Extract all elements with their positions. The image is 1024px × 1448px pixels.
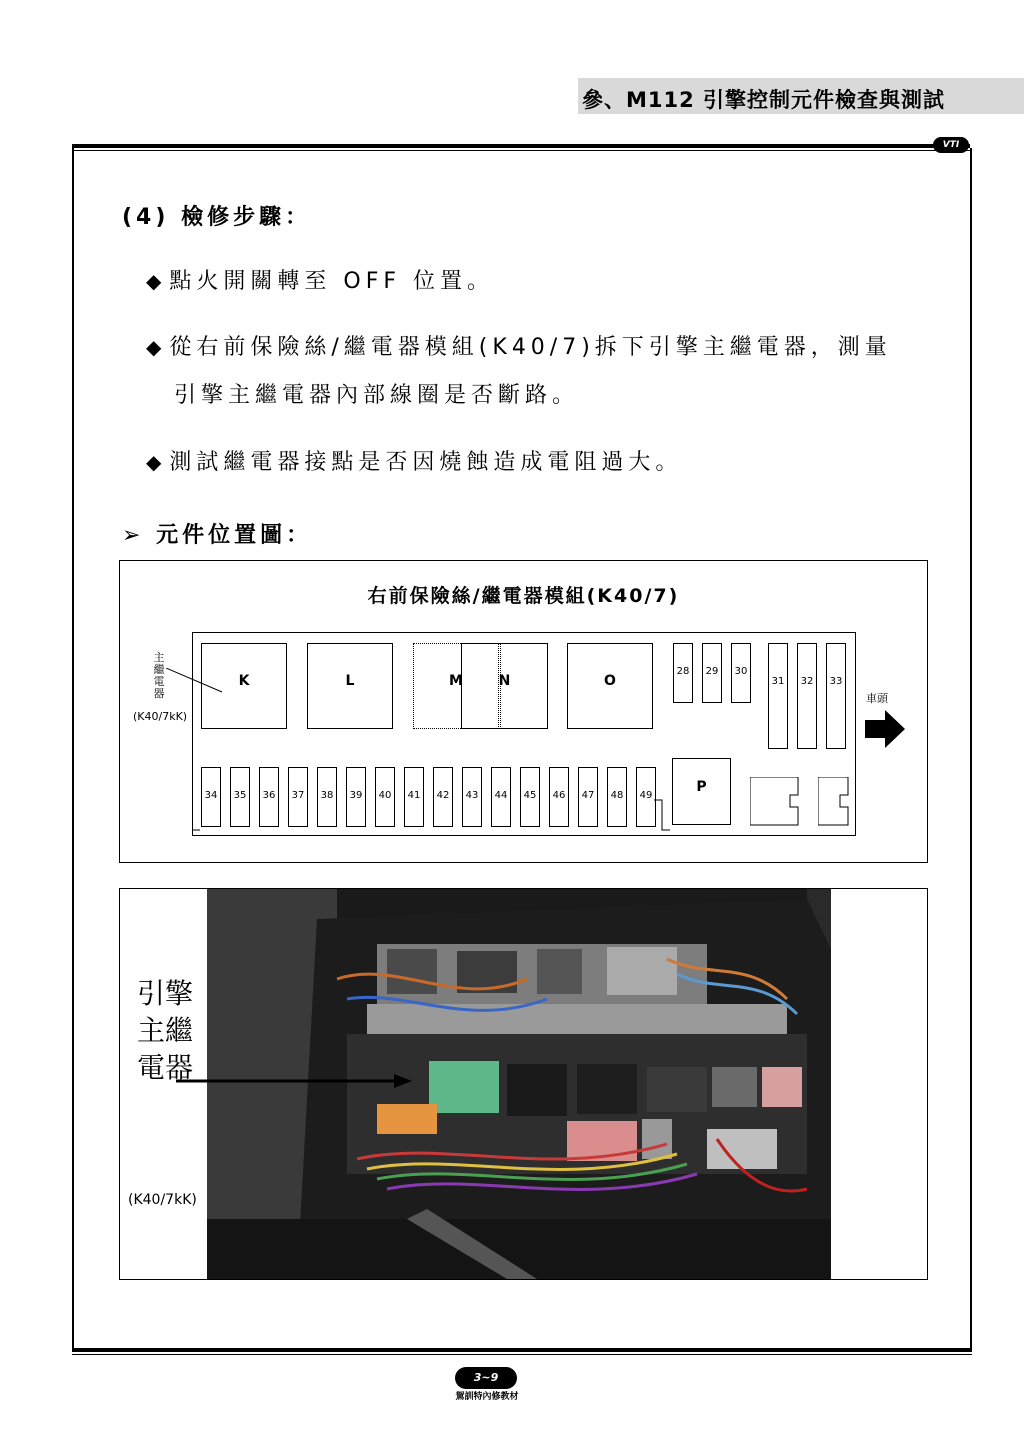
fuse-29: 29 [702,643,722,703]
bullet-item [146,330,892,361]
fuse-row-outline [192,760,672,836]
bullet-item [146,264,494,295]
arrow-right-icon [865,710,907,748]
page-header-title: 參、M112 引擎控制元件檢查與測試 [582,88,946,112]
fuse-37: 37 [288,767,308,827]
connector-socket [818,777,850,827]
fuse-43: 43 [462,767,482,827]
relay-k: K [201,643,287,729]
fuse-49: 49 [636,767,656,827]
top-rule-thin [72,150,970,151]
callout-arrow [176,1072,416,1090]
bullet-text-continuation: 引擎主繼電器內部線圈是否斷路。 [174,383,580,408]
fuse-41: 41 [404,767,424,827]
section-title: (4) 檢修步驟： [122,205,312,230]
main-relay-callout-code: (K40/7kK) [133,710,188,723]
top-rule [72,144,970,148]
fuse-34: 34 [201,767,221,827]
relay-n: N [461,643,548,729]
relay-m: M [413,643,499,729]
fuse-38: 38 [317,767,337,827]
page-number-badge: 3~9 [455,1367,517,1389]
fuse-48: 48 [607,767,627,827]
bullet-text: 測試繼電器接點是否因燒蝕造成電阻過大。 [169,450,683,475]
bottom-rule [72,1348,972,1352]
main-relay-callout-vertical: 主繼電器 [153,651,165,700]
bullet-text: 從右前保險絲/繼電器模組(K40/7)拆下引擎主繼電器，測量 [169,335,892,360]
component-location-heading: ➢ 元件位置圖： [122,523,313,548]
bullet-item [146,445,682,476]
photo-label-code: (K40/7kK) [128,1192,197,1208]
bottom-rule-thin [72,1354,972,1355]
frame-left [72,148,74,1348]
header-logo: VTI [933,137,969,153]
fuse-31: 31 [768,643,788,749]
bullet-text: 點火開關轉至 OFF 位置。 [169,269,495,294]
fuse-32: 32 [797,643,817,749]
callout-leader-line [166,668,226,696]
direction-label: 車頭 [866,692,888,705]
diamond-bullet-icon: ◆ [146,450,162,474]
fuse-42: 42 [433,767,453,827]
photo-label-vertical: 引擎主繼電器 [136,977,193,1084]
relay-l: L [307,643,393,729]
diamond-bullet-icon: ◆ [146,269,162,293]
fuse-45: 45 [520,767,540,827]
frame-right [970,148,972,1348]
fuse-46: 46 [549,767,569,827]
fuse-39: 39 [346,767,366,827]
fuse-47: 47 [578,767,598,827]
relay-o: O [567,643,653,729]
fuse-35: 35 [230,767,250,827]
footer-publisher: 駕訓特內修教材 [455,1392,519,1402]
relay-n-divider [500,643,501,729]
fuse-40: 40 [375,767,395,827]
diagram-title: 右前保險絲/繼電器模組(K40/7) [367,585,680,607]
fuse-36: 36 [259,767,279,827]
relay-p: P [672,758,731,825]
fuse-30: 30 [731,643,751,703]
fuse-28: 28 [673,643,693,703]
fuse-44: 44 [491,767,511,827]
diamond-bullet-icon: ◆ [146,335,162,359]
connector-socket [750,777,800,827]
fuse-33: 33 [826,643,846,749]
